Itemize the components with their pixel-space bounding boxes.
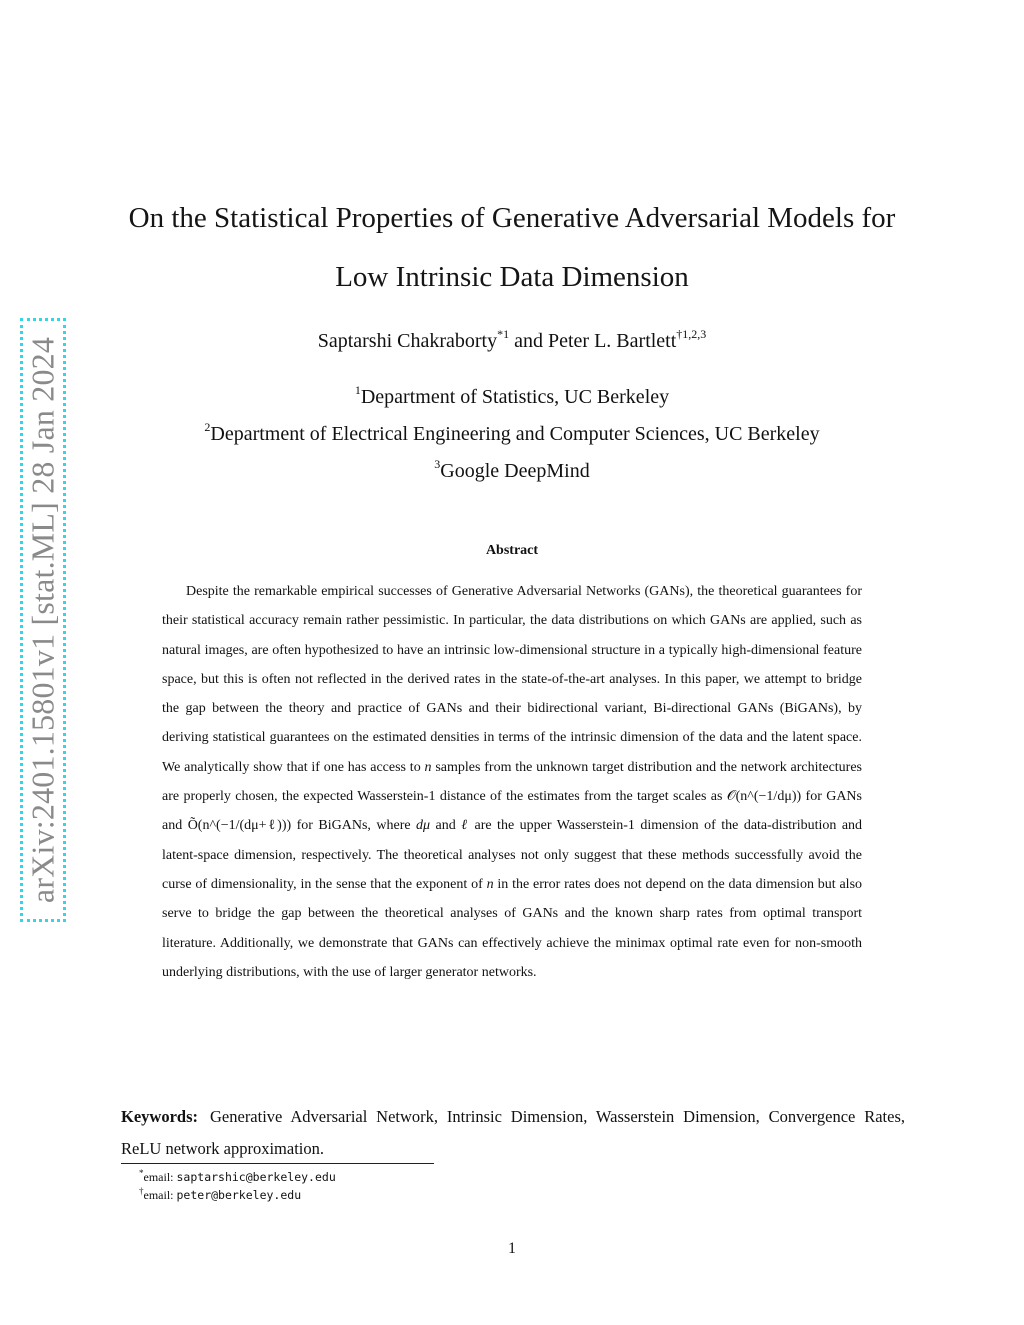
footnote-2-label: email: — [143, 1188, 174, 1202]
page-number: 1 — [508, 1240, 516, 1257]
author-1-name: Saptarshi Chakraborty — [317, 330, 498, 352]
paper-title-line-1: On the Statistical Properties of Generative Adversarial Models for — [128, 202, 896, 234]
paper-title-line-2: Low Intrinsic Data Dimension — [335, 261, 689, 293]
footnote-email-2 — [139, 1186, 301, 1204]
author-2-marks: †1,2,3 — [676, 327, 707, 341]
footnote-1-email[interactable]: saptarshic@berkeley.edu — [176, 1170, 336, 1184]
abstract-body — [162, 577, 862, 987]
abstract-text-3: for GANs and — [162, 789, 862, 834]
abstract-text-7: in the error rates does not depend on the data dimension but also serve to bridge the gap between the theoretical analyses of GANs and the known sharp rates from optimal transport literature. Additionally, we demonstrate that GANs can effectively achieve the minimax optimal rate even for non-smooth underlying distributions, with the use of larger generator networks. — [162, 876, 863, 980]
affiliation-1 — [120, 383, 904, 409]
footnote-1-label: email: — [143, 1170, 174, 1184]
abstract-heading: Abstract — [485, 543, 539, 558]
author-list — [150, 327, 874, 353]
abstract-text-2: samples from the unknown target distribution and the network architectures are properly chosen, the expected Wasserstein-1 distance of the estimates from the target scales as — [162, 759, 863, 805]
affiliation-1-text: Department of Statistics, UC Berkeley — [360, 386, 670, 408]
affiliation-3-mark: 3 — [434, 457, 441, 471]
abstract-text-1: Despite the remarkable empirical successes of Generative Adversarial Networks (GANs), the theoretical guarantees for their statistical accuracy remain rather pessimistic. In particular, the data distributions on which GANs are applied, such as natural images, are often hypothesized to have an intrinsic low-dimensional structure in a typically high-dimensional feature space, but this is often not reflected in the derived rates in the state-of-the-art analyses. In this paper, we attempt to bridge the gap between the theory and practice of GANs and their bidirectional variant, Bi-directional GANs (BiGANs), by deriving statistical guarantees on the estimated densities in terms of the intrinsic dimension of the data and the latent space. We analytically show that if one has access to — [162, 584, 862, 775]
abstract-math-dmu: dμ — [416, 818, 431, 834]
footnote-2-mark: † — [139, 1186, 144, 1196]
abstract-text-4: for BiGANs, where — [296, 818, 411, 834]
affiliation-2-mark: 2 — [204, 420, 211, 434]
abstract-math-n-1: n — [424, 759, 432, 775]
abstract-text-5: and — [435, 818, 456, 834]
affiliation-2-text: Department of Electrical Engineering and Computer Sciences, UC Berkeley — [210, 423, 820, 445]
footnote-rule — [121, 1163, 434, 1164]
author-connector: and — [514, 330, 543, 352]
author-1-marks: *1 — [497, 327, 510, 341]
footnote-email-1 — [139, 1168, 336, 1186]
affiliation-3-text: Google DeepMind — [440, 460, 590, 482]
affiliation-1-mark: 1 — [354, 383, 361, 397]
arxiv-stamp — [20, 318, 66, 922]
arxiv-stamp-text: arXiv:2401.15801v1 [stat.ML] 28 Jan 2024 — [24, 336, 61, 904]
author-2-name: Peter L. Bartlett — [548, 330, 677, 352]
keywords-label: Keywords: — [121, 1107, 198, 1126]
affiliation-2 — [120, 420, 904, 446]
keywords-text: Generative Adversarial Network, Intrinsic Dimension, Wasserstein Dimension, Convergence Rates, ReLU network approximation. — [121, 1107, 905, 1158]
keywords — [121, 1101, 905, 1165]
abstract-math-ell: ℓ — [461, 818, 470, 834]
abstract-rate-gan: 𝒪(n^(−1/dμ)) — [726, 789, 802, 805]
affiliation-3 — [120, 457, 904, 483]
abstract-rate-bigan: Õ(n^(−1/(dμ+ℓ))) — [187, 818, 292, 834]
abstract-math-n-2: n — [486, 876, 494, 892]
footnote-2-email[interactable]: peter@berkeley.edu — [176, 1188, 302, 1202]
footnote-1-mark: * — [139, 1168, 144, 1178]
abstract-text-6: are the upper Wasserstein-1 dimension of the data-distribution and latent-space dimension, respectively. The theoretical analyses not only suggest that these methods successfully avoid the curse of dimensionality, in the sense that the exponent of — [162, 818, 863, 892]
